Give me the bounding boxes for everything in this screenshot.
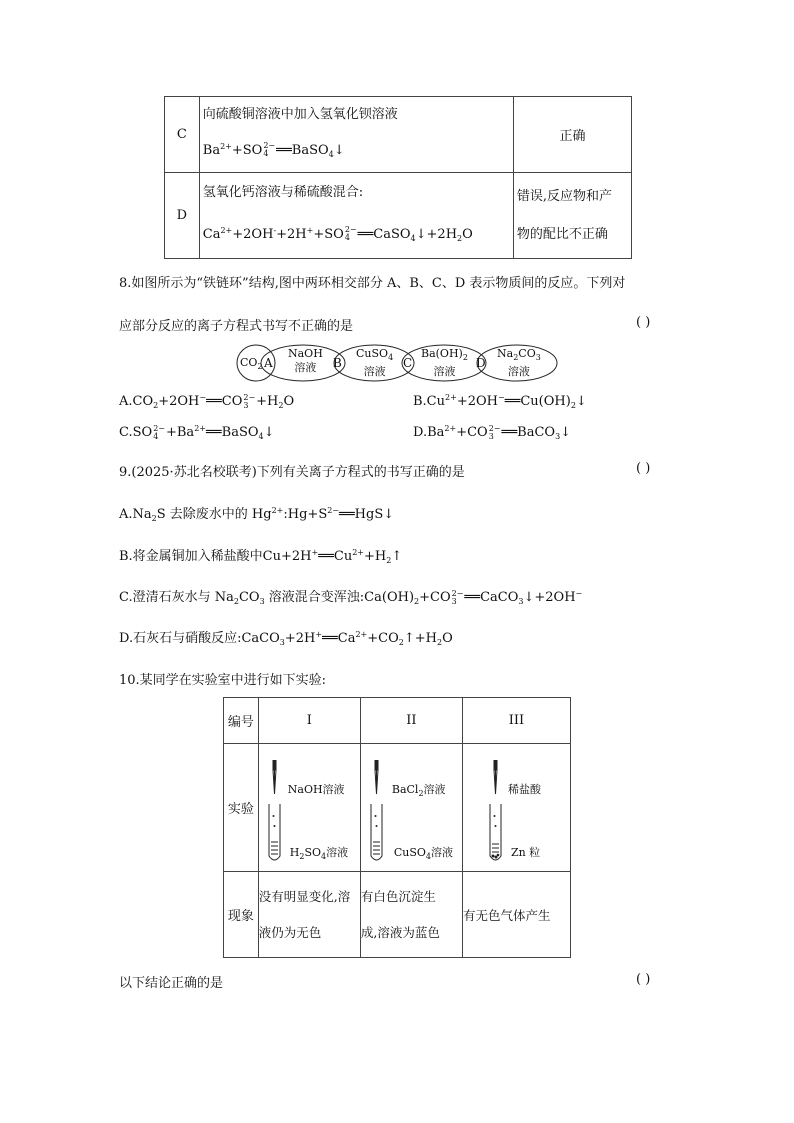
ring-baoh2-label: $Ba(OH)_2$ 溶液	[421, 347, 468, 378]
header-number: 编号	[224, 698, 259, 744]
row-d-letter: D	[165, 173, 200, 259]
header-exp-3: III	[462, 698, 570, 744]
header-exp-1: I	[258, 698, 360, 744]
tube3-top-label: 稀盐酸	[507, 783, 541, 796]
tube2-bottom-label: CuSO$_4$溶液	[393, 846, 454, 861]
row-d-text: 氢氧化钙溶液与稀硫酸混合:	[202, 184, 364, 200]
ring-cuso4-label: CuSO$_4$ 溶液	[356, 347, 394, 378]
q8-option-c[interactable]: C.SO 2− 4 $+Ba^{2+}══BaSO_4↓$	[119, 423, 275, 441]
row-d-content	[199, 173, 513, 259]
q10-answer-blank[interactable]: ( )	[636, 972, 651, 987]
experiment-1-cell	[258, 744, 360, 872]
row-d-equation: $Ca^{2+}+2OH^-+2H^++SO$ 2− 4 $══CaSO_4↓+2H_2O$	[202, 225, 473, 243]
ring-label-d: D	[476, 356, 486, 370]
row-c-verdict: 正确	[513, 97, 631, 173]
q9-option-b[interactable]: B.将金属铜加入稀盐酸中$Cu+2H^+══Cu^{2+}+H_2↑$	[119, 548, 403, 565]
ring-naoh-label: NaOH 溶液	[288, 347, 323, 374]
tube3-bottom-label: Zn 粒	[510, 846, 541, 859]
q8-option-d[interactable]: $D.Ba^{2+}+CO$ 2− 3 ══BaCO$_3$↓	[413, 423, 572, 441]
ring-label-a: A	[264, 356, 273, 370]
tube1-bottom-label: $H_2SO_4$溶液	[289, 846, 349, 861]
q9-option-a[interactable]: $A.Na_2S$ 去除废水中的 $Hg^{2+}:Hg+S^{2-}══HgS↓$	[119, 506, 395, 523]
experiment-2-cell	[360, 744, 462, 872]
q8-stem-line1: 8.如图所示为“铁链环”结构,图中两环相交部分 A、B、C、D 表示物质间的反应。下列对	[119, 276, 626, 291]
q10-stem: 10.某同学在实验室中进行如下实验:	[119, 673, 327, 688]
q8-option-b[interactable]: $B.Cu^{2+}+2OH^-══Cu(OH)_2↓$	[413, 393, 587, 410]
experiment-3-cell	[462, 744, 570, 872]
row-c-content	[199, 97, 513, 173]
experiment-table	[223, 697, 571, 958]
ring-na2co3-label: $Na_2CO_3$ 溶液	[497, 347, 541, 378]
q9-answer-blank[interactable]: ( )	[636, 461, 651, 476]
q10-conclusion: 以下结论正确的是	[119, 976, 224, 991]
row-phenomenon-label: 现象	[224, 872, 259, 958]
q9-stem: 9.(2025·苏北名校联考)下列有关离子方程式的书写正确的是	[119, 465, 465, 480]
q9-option-c[interactable]: C.澄清石灰水与 $Na_2CO_3$ 溶液混合变浑浊$:Ca(OH)_2+CO$ 2− 3 ══CaCO$_3$↓+2OH−	[119, 588, 583, 606]
phenomenon-2: 有白色沉淀生 成,溶液为蓝色	[360, 872, 462, 958]
q8-answer-blank[interactable]: ( )	[636, 315, 651, 330]
tube2-top-label: BaCl$_2$溶液	[391, 783, 446, 798]
phenomenon-3: 有无色气体产生	[462, 872, 570, 958]
row-c-text: 向硫酸铜溶液中加入氢氧化钡溶液	[202, 106, 398, 122]
row-d-verdict: 错误,反应物和产 物的配比不正确	[513, 173, 631, 259]
tube1-top-label: NaOH溶液	[287, 783, 345, 796]
row-c-equation: $Ba^{2+}+SO$ 2− 4 ══BaSO$_4$↓	[202, 141, 345, 159]
options-table	[164, 96, 632, 259]
phenomenon-1: 没有明显变化,溶 液仍为无色	[258, 872, 360, 958]
q8-stem-line2: 应部分反应的离子方程式书写不正确的是	[119, 319, 354, 334]
row-experiment-label: 实验	[224, 744, 259, 872]
q9-option-d[interactable]: D.石灰石与硝酸反应$:CaCO_3+2H^+══Ca^{2+}+CO_2↑+H_2O$	[119, 630, 453, 647]
row-c-letter: C	[165, 97, 200, 173]
header-exp-2: II	[360, 698, 462, 744]
ring-co2-label: $CO_2$	[240, 356, 263, 371]
ring-label-c: C	[403, 356, 413, 370]
q8-option-a[interactable]: $A.CO_2+2OH^-══CO$ 2− 3 $+H_2O$	[119, 392, 295, 410]
ring-label-b: B	[333, 356, 342, 370]
